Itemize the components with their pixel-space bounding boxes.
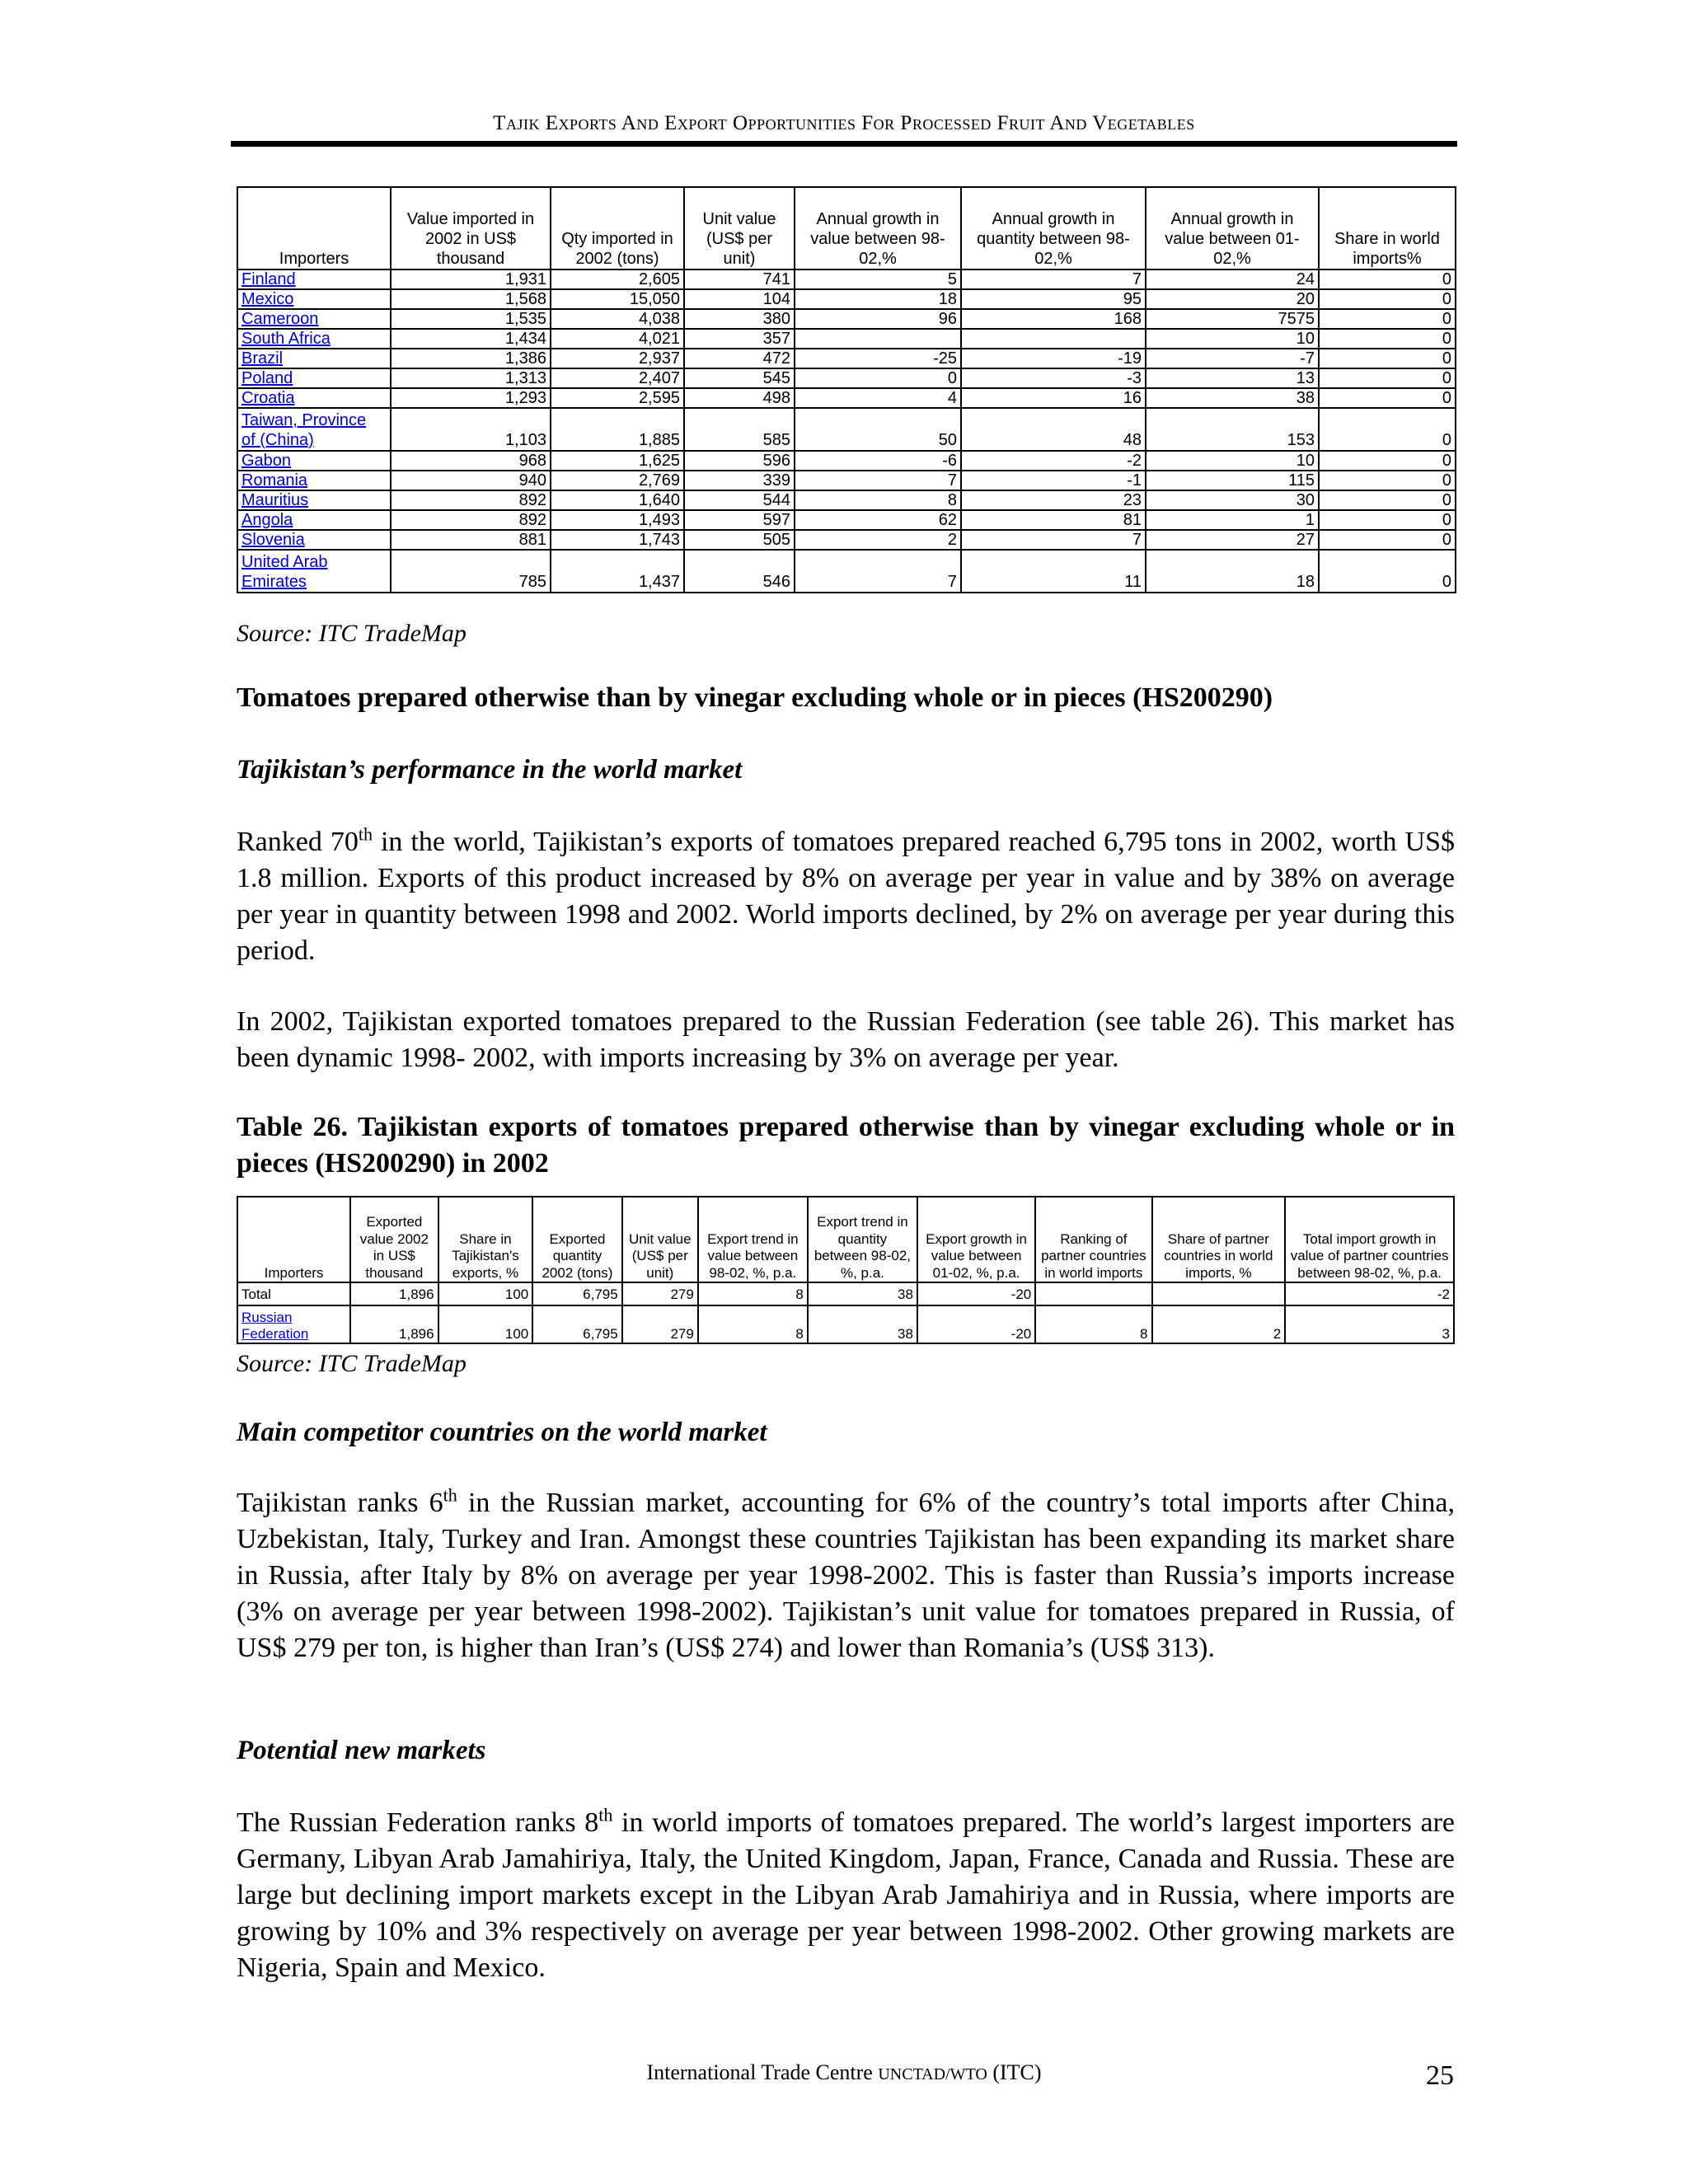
importer-link[interactable]: United Arab Emirates <box>237 550 391 593</box>
table-cell: 1,386 <box>391 349 551 368</box>
table1-source: Source: ITC TradeMap <box>237 620 467 647</box>
table-cell: 505 <box>684 530 795 550</box>
table-cell: 498 <box>684 388 795 408</box>
col-header: Total import growth in value of partner countries between 98-02, %, p.a. <box>1285 1197 1454 1282</box>
table-cell: 1,313 <box>391 368 551 388</box>
table-cell: 8 <box>698 1282 808 1305</box>
table-cell: -19 <box>961 349 1146 368</box>
table-cell: 940 <box>391 471 551 490</box>
table-cell: 0 <box>1319 510 1456 530</box>
running-header: Tajik Exports And Export Opportunities For Processed Fruit And Vegetables <box>493 112 1195 134</box>
col-header: Unit value (US$ per unit) <box>684 187 795 269</box>
table-26 <box>237 1196 1455 1344</box>
table-row-total <box>237 1282 1454 1305</box>
table-cell: 62 <box>795 510 961 530</box>
table-cell: 2,605 <box>551 269 684 289</box>
table-cell: 13 <box>1146 368 1319 388</box>
table-cell: 168 <box>961 309 1146 329</box>
table-cell: 1,103 <box>391 408 551 451</box>
table-cell: 0 <box>1319 408 1456 451</box>
col-header: Annual growth in value between 01-02,% <box>1146 187 1319 269</box>
table-cell: -1 <box>961 471 1146 490</box>
table-cell: 597 <box>684 510 795 530</box>
table-cell: -25 <box>795 349 961 368</box>
table-cell: 95 <box>961 289 1146 309</box>
table-cell <box>1035 1282 1151 1305</box>
table-cell: 0 <box>1319 388 1456 408</box>
col-header: Export growth in value between 01-02, %, p.a. <box>917 1197 1035 1282</box>
table-row <box>237 510 1456 530</box>
table-cell: 2 <box>1152 1305 1286 1343</box>
table-cell: 1,640 <box>551 490 684 510</box>
table-cell: -20 <box>917 1305 1035 1343</box>
table-cell: 104 <box>684 289 795 309</box>
table-cell: 596 <box>684 451 795 471</box>
table-cell: 892 <box>391 510 551 530</box>
table-cell: 18 <box>795 289 961 309</box>
table-cell: 50 <box>795 408 961 451</box>
importer-link[interactable]: Brazil <box>237 349 391 368</box>
table-cell: -2 <box>961 451 1146 471</box>
table-cell <box>961 329 1146 349</box>
table-cell: 7 <box>961 530 1146 550</box>
table-cell: 100 <box>438 1282 533 1305</box>
table-cell: 1,885 <box>551 408 684 451</box>
col-header: Export trend in quantity between 98-02, %, p.a. <box>808 1197 917 1282</box>
table-cell: 5 <box>795 269 961 289</box>
table-row <box>237 451 1456 471</box>
table-cell: 23 <box>961 490 1146 510</box>
importer-link[interactable]: Romania <box>237 471 391 490</box>
table-cell: 10 <box>1146 329 1319 349</box>
table-cell: 81 <box>961 510 1146 530</box>
table-cell: 4,038 <box>551 309 684 329</box>
subheading-competitors: Main competitor countries on the world market <box>237 1418 767 1447</box>
table-cell: 1,896 <box>350 1282 438 1305</box>
table-cell: 1 <box>1146 510 1319 530</box>
table-cell <box>1152 1282 1286 1305</box>
table-cell: 339 <box>684 471 795 490</box>
col-header: Exported quantity 2002 (tons) <box>532 1197 621 1282</box>
table-row <box>237 329 1456 349</box>
table-cell: 7 <box>795 471 961 490</box>
table-cell: 357 <box>684 329 795 349</box>
paragraph-ranking: Ranked 70th in the world, Tajikistan’s exports of tomatoes prepared reached 6,795 tons in 2002, worth US$ 1.8 million. Exports of this product increased by 8% on average per year in value and by 38% on average per year in quantity between 1998 and 2002. World imports declined, by 2% on average per year during this period. <box>237 823 1456 966</box>
table-cell: 0 <box>1319 550 1456 593</box>
table-cell: 1,625 <box>551 451 684 471</box>
table-cell: 38 <box>808 1282 917 1305</box>
table-cell: 279 <box>622 1305 698 1343</box>
table-cell: 1,293 <box>391 388 551 408</box>
importer-link[interactable]: Angola <box>237 510 391 530</box>
importer-link[interactable]: Russian Federation <box>237 1305 350 1343</box>
table-cell: 2,937 <box>551 349 684 368</box>
table-cell: 0 <box>1319 451 1456 471</box>
page-number: 25 <box>1426 2060 1454 2091</box>
col-header: Exported value 2002 in US$ thousand <box>350 1197 438 1282</box>
table-cell: 27 <box>1146 530 1319 550</box>
table-cell: 115 <box>1146 471 1319 490</box>
table-cell: 968 <box>391 451 551 471</box>
importer-link[interactable]: Taiwan, Province of (China) <box>237 408 391 451</box>
table2-caption: Table 26. Tajikistan exports of tomatoes prepared otherwise than by vinegar excluding whole or in pieces (HS200290) in 2002 <box>237 1112 1455 1179</box>
section-title: Tomatoes prepared otherwise than by vinegar excluding whole or in pieces (HS200290) <box>237 682 1273 713</box>
table-cell: 8 <box>1035 1305 1151 1343</box>
table-cell: 4 <box>795 388 961 408</box>
table-cell: 0 <box>1319 368 1456 388</box>
table-cell: 0 <box>1319 329 1456 349</box>
table-cell: 11 <box>961 550 1146 593</box>
table-cell: 2,769 <box>551 471 684 490</box>
table-cell: 8 <box>795 490 961 510</box>
table-cell: 24 <box>1146 269 1319 289</box>
table-cell: -20 <box>917 1282 1035 1305</box>
col-header: Unit value (US$ per unit) <box>622 1197 698 1282</box>
table-row <box>237 550 1456 593</box>
col-header: Export trend in value between 98-02, %, p.a. <box>698 1197 808 1282</box>
table-cell: 7 <box>795 550 961 593</box>
table-cell: 10 <box>1146 451 1319 471</box>
table-cell: 585 <box>684 408 795 451</box>
header-rule <box>231 141 1457 147</box>
table2-source: Source: ITC TradeMap <box>237 1350 467 1377</box>
table-cell: 0 <box>795 368 961 388</box>
footer: International Trade Centre UNCTAD/WTO (ITC) <box>646 2060 1042 2084</box>
table-cell: 785 <box>391 550 551 593</box>
table-cell: 6,795 <box>532 1282 621 1305</box>
col-header: Qty imported in 2002 (tons) <box>551 187 684 269</box>
table-cell: 48 <box>961 408 1146 451</box>
col-header: Share of partner countries in world imports, % <box>1152 1197 1286 1282</box>
table-cell: 1,896 <box>350 1305 438 1343</box>
table-row <box>237 490 1456 510</box>
table-cell: 6,795 <box>532 1305 621 1343</box>
table-cell: 0 <box>1319 289 1456 309</box>
table-row <box>237 408 1456 451</box>
table-cell: 1,493 <box>551 510 684 530</box>
paragraph-new-markets: The Russian Federation ranks 8th in world imports of tomatoes prepared. The world’s largest importers are Germany, Libyan Arab Jamahiriya, Italy, the United Kingdom, Japan, France, Canada and Russia. These are large but declining import markets except in the Libyan Arab Jamahiriya and in Russia, where imports are growing by 10% and 3% respectively on average per year between 1998-2002. Other growing markets are Nigeria, Spain and Mexico. <box>237 1804 1455 1983</box>
importers-table <box>237 186 1456 593</box>
table-row <box>237 309 1456 329</box>
col-header: Importers <box>237 1197 350 1282</box>
paragraph-exports-russia: In 2002, Tajikistan exported tomatoes prepared to the Russian Federation (see table 26). This market has been dynamic 1998- 2002, with imports increasing by 3% on average per year. <box>237 1006 1455 1073</box>
table-cell: -6 <box>795 451 961 471</box>
table-cell: 3 <box>1285 1305 1454 1343</box>
table-cell: 20 <box>1146 289 1319 309</box>
importer-link[interactable]: Mexico <box>237 289 391 309</box>
col-header: Annual growth in quantity between 98-02,% <box>961 187 1146 269</box>
table-cell: 2,407 <box>551 368 684 388</box>
table-row <box>237 530 1456 550</box>
paragraph-competitors: Tajikistan ranks 6th in the Russian market, accounting for 6% of the country’s total imports after China, Uzbekistan, Italy, Turkey and Iran. Amongst these countries Tajikistan has been expanding its market share in Russia, after Italy by 8% on average per year 1998-2002. This is faster than Russia’s imports increase (3% on average per year between 1998-2002). Tajikistan’s unit value for tomatoes prepared in Russia, of US$ 279 per ton, is higher than Iran’s (US$ 274) and lower than Romania’s (US$ 313). <box>237 1484 1455 1663</box>
table-cell: 100 <box>438 1305 533 1343</box>
table-cell: -7 <box>1146 349 1319 368</box>
table-cell: 380 <box>684 309 795 329</box>
table-row <box>237 349 1456 368</box>
importer-link[interactable]: Mauritius <box>237 490 391 510</box>
table-row <box>237 269 1456 289</box>
table-cell: 741 <box>684 269 795 289</box>
table-row <box>237 1305 1454 1343</box>
importer-link[interactable]: Finland <box>237 269 391 289</box>
table-cell: 1,535 <box>391 309 551 329</box>
col-header: Share in Tajikistan's exports, % <box>438 1197 533 1282</box>
table-cell: 30 <box>1146 490 1319 510</box>
importer-link[interactable]: Croatia <box>237 388 391 408</box>
table-cell: -3 <box>961 368 1146 388</box>
table-cell: 545 <box>684 368 795 388</box>
table-cell: 1,437 <box>551 550 684 593</box>
table-cell: 2 <box>795 530 961 550</box>
table-cell: 38 <box>808 1305 917 1343</box>
table-cell: 1,434 <box>391 329 551 349</box>
table-cell: 38 <box>1146 388 1319 408</box>
table-cell: 1,931 <box>391 269 551 289</box>
importer-link[interactable]: Slovenia <box>237 530 391 550</box>
table-cell: 96 <box>795 309 961 329</box>
table-cell: 0 <box>1319 530 1456 550</box>
table-cell: 153 <box>1146 408 1319 451</box>
table-cell: 0 <box>1319 471 1456 490</box>
table-cell: 18 <box>1146 550 1319 593</box>
col-header: Value imported in 2002 in US$ thousand <box>391 187 551 269</box>
table-cell: 8 <box>698 1305 808 1343</box>
col-header: Ranking of partner countries in world imports <box>1035 1197 1151 1282</box>
table-cell: 0 <box>1319 490 1456 510</box>
table-cell: 1,743 <box>551 530 684 550</box>
table-cell: -2 <box>1285 1282 1454 1305</box>
importer-link[interactable]: South Africa <box>237 329 391 349</box>
col-header: Importers <box>237 187 391 269</box>
col-header: Annual growth in value between 98-02,% <box>795 187 961 269</box>
table-cell: 472 <box>684 349 795 368</box>
table-cell: 279 <box>622 1282 698 1305</box>
table-cell <box>795 329 961 349</box>
table-row <box>237 388 1456 408</box>
importer-link[interactable]: Poland <box>237 368 391 388</box>
table-cell: 16 <box>961 388 1146 408</box>
importer-link[interactable]: Gabon <box>237 451 391 471</box>
table-row <box>237 471 1456 490</box>
table-cell: 546 <box>684 550 795 593</box>
table-cell: 15,050 <box>551 289 684 309</box>
table-cell: 4,021 <box>551 329 684 349</box>
subheading-performance: Tajikistan’s performance in the world market <box>237 755 743 785</box>
table-row <box>237 368 1456 388</box>
table-cell: 544 <box>684 490 795 510</box>
importer-link[interactable]: Cameroon <box>237 309 391 329</box>
table-cell: 1,568 <box>391 289 551 309</box>
table-cell: 7 <box>961 269 1146 289</box>
row-label: Total <box>237 1282 350 1305</box>
table-row <box>237 289 1456 309</box>
table-cell: 0 <box>1319 309 1456 329</box>
table-cell: 2,595 <box>551 388 684 408</box>
table-cell: 0 <box>1319 269 1456 289</box>
col-header: Share in world imports% <box>1319 187 1456 269</box>
table-cell: 0 <box>1319 349 1456 368</box>
table-cell: 7575 <box>1146 309 1319 329</box>
table-cell: 892 <box>391 490 551 510</box>
subheading-new-markets: Potential new markets <box>237 1736 486 1765</box>
table-cell: 881 <box>391 530 551 550</box>
